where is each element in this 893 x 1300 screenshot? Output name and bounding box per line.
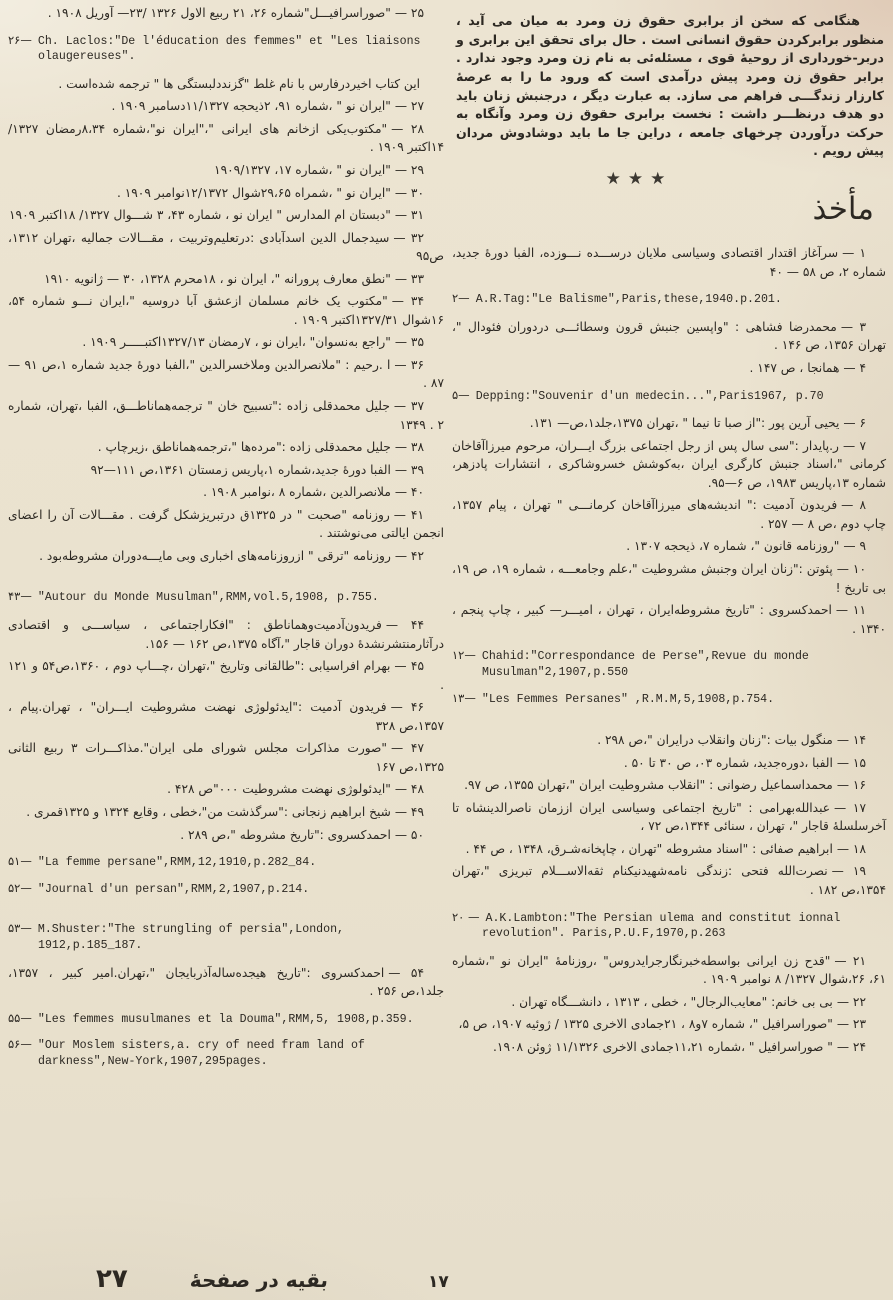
reference-text: محمداسماعیل رضوانی : "انقلاب مشروطیت ایران "،تهران ۱۳۵۵، ص ۹۷. <box>464 778 833 793</box>
reference-number: ۱۱ — <box>835 603 866 618</box>
reference-number: ۳۰ — <box>394 185 424 200</box>
reference-number: ۴۱ — <box>393 507 425 522</box>
reference-number: ۵۳— <box>8 921 32 936</box>
reference-text: "صوراسرافیـــل"شماره ۲۶، ۲۱ ربیع الاول ۱۳۲۶ /۲۳— آوریل ۱۹۰۸ . <box>47 6 391 20</box>
reference-item <box>8 4 444 23</box>
reference-text: " صوراسرافیل " ،شماره ۱۱،۲۱جمادی الاخری ۱۱/۱۳۲۶ ژوئن ۱۹۰۸. <box>493 1039 833 1054</box>
reference-number: ۳ — <box>840 319 867 334</box>
reference-item <box>452 414 886 433</box>
reference-number: ۱۵ — <box>836 755 866 770</box>
reference-item <box>8 270 444 289</box>
reference-number: ۲۸ — <box>391 121 424 136</box>
reference-text: ر.پایدار :"سی سال پس از رجل اجتماعی بزرگ ایـــران، مرحوم میرزاآقاخان کرمانی "،اسناد جنبش کارگری ایران ،به‌کوشش خسروشاکری ، انتشارات پادزهر، شماره ۱۳،پاریس ۱۹۸۳، ص ۶—۹۵. <box>452 438 886 490</box>
reference-text: "Les femmes musulmanes et la Douma",RMM,5, 1908,p.359. <box>37 1012 414 1026</box>
reference-number: ۴۹ — <box>394 804 424 819</box>
reference-item <box>8 483 444 502</box>
reference-item <box>8 698 444 735</box>
reference-item <box>452 437 886 493</box>
reference-item <box>8 1011 444 1028</box>
reference-item <box>8 184 444 203</box>
reference-item <box>8 739 444 776</box>
reference-number: ۳۸ — <box>394 440 424 455</box>
references-list-left <box>8 4 444 1070</box>
reference-number: ۴ — <box>843 361 866 376</box>
reference-number: ۴۰ — <box>394 485 424 500</box>
reference-item <box>8 854 444 871</box>
reference-number: ۱۴ — <box>836 733 866 748</box>
reference-item <box>8 780 444 799</box>
reference-item <box>8 881 444 898</box>
reference-item <box>8 826 444 845</box>
reference-item <box>8 292 444 329</box>
reference-number: ۴۲ — <box>394 548 424 563</box>
reference-number: ۵۱— <box>8 854 32 869</box>
reference-text: پئوتن :"زنان ایران وجنبش مشروطیت "،علم وجامعـــه ، شماره ۱۹، ص ۱۹، بی تاریخ ! <box>452 562 886 595</box>
reference-text: Chahid:"Correspondance de Perse",Revue du monde Musulman"2,1907,p.550 <box>481 650 809 679</box>
reference-number: ۲۱ — <box>834 953 866 968</box>
reference-text: "صوراسرافیل "، شماره ۷و۸ ، ۲۱جمادی الاخری ۱۳۲۵ / ژوئیه ۱۹۰۷، ص ۵، <box>458 1017 833 1032</box>
reference-item <box>8 120 444 157</box>
reference-text: ملانصرالدین ،شماره ۸ ،نوامبر ۱۹۰۸ . <box>203 485 391 500</box>
reference-text: شیخ ابراهیم زنجانی :"سرگذشت من"،خطی ، وقایع ۱۳۲۴ و ۱۳۲۵قمری . <box>26 804 391 819</box>
reference-number: ۳۹ — <box>394 462 424 477</box>
reference-text: Depping:"Souvenir d'un medecin...",Paris1967, p.70 <box>475 389 824 403</box>
reference-item <box>452 1015 886 1034</box>
reference-text: "راجع به‌نسوان" ،ایران نو ، ۷رمضان ۱۳۲۷/۱۳اکتبـــــر ۱۹۰۹ . <box>82 335 391 350</box>
reference-text: محمدرضا فشاهی : "واپسین جنبش قرون وسطائـــی دردوران فئودال "، تهران ۱۳۵۶، ص ۱۴۶ . <box>452 319 886 353</box>
reference-number: ۱ — <box>842 246 866 261</box>
reference-text: یحیی آرین پور :"از صبا تا نیما " ،تهران ۱۳۷۵،جلد۱،ص— ۱۳۱. <box>529 416 840 431</box>
reference-text: "قدح زن ایرانی بواسطه‌خبرنگارجرایدروس" ،روزنامهٔ "ایران نو "،شماره ۶۱، ۲۶،شوال ۱۳۲۷/ ۸ نوامبر ۱۹۰۹ . <box>452 953 886 987</box>
reference-item <box>8 229 444 266</box>
reference-item <box>452 1038 886 1057</box>
reference-number: ۹ — <box>843 539 866 554</box>
reference-number: ۷ — <box>842 438 867 453</box>
reference-item <box>452 291 886 308</box>
continuation-note <box>96 1264 328 1294</box>
reference-number: ۱۳— <box>452 690 476 705</box>
reference-text: الفبا ،دوره‌جدید، شماره ۰۳، ص ۳۰ تا ۵۰ . <box>623 755 833 770</box>
references-list-right <box>452 244 886 1056</box>
reference-item <box>452 648 886 680</box>
references-heading: مأخذ <box>812 191 874 227</box>
reference-number: ۶ — <box>843 416 866 431</box>
reference-item <box>452 244 886 281</box>
reference-item <box>452 799 886 836</box>
reference-text: "Autour du Monde Musulman",RMM,vol.5,1908, p.755. <box>37 591 379 605</box>
reference-item <box>452 496 886 533</box>
reference-text: A.K.Lambton:"The Persian ulema and constitut ionnal revolution". Paris,P.U.F,1970,p.263 <box>482 911 841 941</box>
reference-number: ۲۲ — <box>836 994 866 1009</box>
reference-text: بی بی خانم: "معایب‌الرجال" ، خطی ، ۱۳۱۳ ، دانشـــگاه تهران . <box>511 994 833 1009</box>
reference-number: ۱۰ — <box>836 562 866 577</box>
reference-number: ۴۳— <box>8 589 32 604</box>
reference-item <box>8 75 444 94</box>
reference-item <box>8 589 444 606</box>
reference-text: همانجا ، ص ۱۴۷ . <box>749 361 840 376</box>
reference-text: روزنامه "صحبت " در ۱۳۲۵ق درتبریزشکل گرفت . مقـــالات آن را اعضای انجمن ایالتی می‌نوشتند . <box>8 507 444 541</box>
reference-number: ۲۳ — <box>836 1017 866 1032</box>
reference-number: ۳۳ — <box>394 271 424 286</box>
reference-number: ۲۰ — <box>452 909 480 924</box>
intro-paragraph: هنگامی که سخن از برابری حقوق زن ومرد به میان می آید ، منظور برابرکردن حقوق انسانی است . حال برای تحقق این برابری و دربر-خورداری از روحیهٔ قوی ، مسئله‌ئی به نام زن ومرد وجود ندارد . برابر حقوق زن ومرد پیش درآمدی است که ورود ما را به عرصهٔ کارزار زندگـــی فراهم می سازد. به عبارت دیگر ، درجنبش زنان باید دو هدف درنظـــر داشت : نخست برابری حقوق زن ومرد وآنگاه به حرکت درآوردن چرخهای جامعه ، دراین جا ما باید دوشادوش مردان پیش رویم . <box>456 13 884 159</box>
reference-number: ۵۰ — <box>394 827 424 842</box>
reference-text: سیدجمال الدین اسدآبادی :درتعلیم‌وتربیت ، مقـــالات جمالیه ،تهران ۱۳۱۲، ص۹۵ <box>8 230 444 264</box>
reference-item <box>8 657 444 694</box>
reference-item <box>452 691 886 708</box>
reference-item <box>8 206 444 225</box>
reference-text: احمدکسروی :"تاریخ مشروطه "،ص ۲۸۹ . <box>180 827 391 842</box>
reference-text: جلیل محمدقلی زاده :"تسبیح خان " ترجمه‌هماناطـــق، الفبا ،تهران، شماره ۲ . ۱۳۴۹ <box>8 399 444 432</box>
reference-number: ۲۶— <box>8 32 32 47</box>
reference-item <box>452 776 886 795</box>
reference-number: ۴۴ — <box>385 618 425 633</box>
reference-item <box>452 318 886 355</box>
reference-text: جلیل محمدقلی زاده :"مرده‌ها "،ترجمه‌هماناطق ،زیرچاپ . <box>97 440 391 455</box>
reference-number: ۴۶ — <box>390 700 424 715</box>
reference-item <box>8 356 444 393</box>
reference-item <box>452 862 886 899</box>
reference-item <box>8 547 444 566</box>
reference-number: ۲۵ — <box>394 6 424 20</box>
reference-text: نصرت‌الله فتحی :زندگی نامه‌شهیدنیکنام ثقه‌الاســـلام تبریزی "،تهران ۱۳۵۴،ص ۱۸۲ . <box>452 864 886 897</box>
reference-item <box>452 840 886 859</box>
reference-number: ۳۶ — <box>394 357 425 372</box>
reference-text: "مکتوب‌یکی ازخانم های ایرانی "،"ایران نو"،شماره ۸،۳۴رمضان ۱۳۲۷/ ۱۴اکتبر ۱۹۰۹ . <box>8 121 444 155</box>
reference-text: ابراهیم صفائی : "اسناد مشروطه "تهران ، چاپخانه‌شـرق، ۱۳۴۸ ، ص ۴۴ . <box>465 841 833 856</box>
reference-item <box>452 388 886 405</box>
reference-text: "ایران نو " ،شماره ۱۷، ۱۹۰۹/۱۳۲۷ <box>214 163 391 178</box>
reference-item <box>452 537 886 556</box>
reference-text: فریدون‌آدمیت‌وهماناطق : "افکاراجتماعی ، سیاســـی و اقتصادی درآثارمنتشرنشدهٔ دوران قاجار "،آگاه ۱۳۷۵،ص ۱۶۲ — ۱۵۶. <box>8 618 444 651</box>
reference-number: ۲۷ — <box>394 99 424 114</box>
reference-number: ۸ — <box>841 498 867 513</box>
reference-item <box>452 601 886 638</box>
reference-text: ا .رحیم : "ملانصرالدین وملاخسرالدین "،الفبا دورهٔ جدید شماره ۱،ص ۹۱ — ۸۷ . <box>8 357 444 391</box>
reference-text: Ch. Laclos:"De l'éducation des femmes" et "Les liaisons olaugereuses". <box>37 34 421 64</box>
reference-item <box>8 461 444 480</box>
reference-number: ۴۷ — <box>390 741 425 756</box>
reference-text: M.Shuster:"The strungling of persia",London, 1912,p.185_187. <box>37 923 344 952</box>
reference-number: ۵۶— <box>8 1037 32 1052</box>
reference-text: فریدون آدمیت :"ایدئولوژی نهضت مشروطیت ایـــران" ، تهران.پیام ، ۱۳۵۷،ص ۳۲۸ <box>8 700 444 733</box>
reference-number: ۳۵ — <box>394 335 424 350</box>
reference-text: "Our Moslem sisters,a. cry of need fram land of darkness",New-York,1907,295pages. <box>37 1039 365 1068</box>
reference-text: "La femme persane",RMM,12,1910,p.282_84. <box>37 856 317 870</box>
reference-number: ۵۲— <box>8 880 32 895</box>
reference-number: ۲— <box>452 291 470 306</box>
reference-item <box>8 97 444 116</box>
reference-item <box>452 560 886 597</box>
reference-text: این کتاب اخیردرفارس با نام غلط "گزنددلبستگی ها " ترجمه شده‌است . <box>58 76 420 91</box>
reference-number: ۳۱ — <box>394 208 424 223</box>
reference-text: "Les Femmes Persanes" ,R.M.M,5,1908,p.754. <box>481 692 775 706</box>
reference-item <box>8 161 444 180</box>
reference-item <box>452 910 886 942</box>
left-column <box>8 0 444 1080</box>
reference-number: ۵۴ — <box>388 965 424 980</box>
reference-number: ۳۲ — <box>393 230 424 245</box>
reference-text: روزنامه "ترقی " ازروزنامه‌های اخباری وبی مایـــه‌دوران مشروطه‌بود . <box>39 548 391 563</box>
reference-text: عبدالله‌بهرامی : "تاریخ اجتماعی وسیاسی ایران اززمان ناصرالدینشاه تا آخرسلسلهٔ قاجار "، تهران ، سنائی ۱۳۴۴،ص ۷۲ ، <box>452 800 886 834</box>
reference-text: منگول بیات :"زنان وانقلاب درایران "،ص ۲۹۸ . <box>597 733 833 748</box>
reference-text: A.R.Tag:"Le Balisme",Paris,these,1940.p.201. <box>475 293 782 307</box>
reference-item <box>452 731 886 750</box>
reference-text: "ایدئولوژی نهضت مشروطیت ۰۰۰"ص ۴۲۸ . <box>167 782 391 797</box>
reference-text: احمدکسروی : "تاریخ مشروطه‌ایران ، تهران ، امیـــر— کبیر ، چاپ پنجم ، ۱۳۴۰ . <box>452 603 886 636</box>
reference-text: سرآغاز اقتدار اقتصادی وسیاسی ملایان درســـده نـــوزده، الفبا دورهٔ جدید، شماره ۲، ص ۵۸ — ۴۰ <box>452 246 886 279</box>
reference-number: ۱۲— <box>452 648 476 663</box>
reference-item <box>8 397 444 434</box>
reference-text: "صورت مذاکرات مجلس شورای ملی ایران".مذاکـــرات ۳ ربیع الثانی ۱۳۲۵،ص ۱۶۷ <box>8 741 444 774</box>
reference-text: "دبستان ام المدارس " ایران نو ، شماره ۴۳، ۳ شـــوال ۱۳۲۷/ ۱۸اکتبر ۱۹۰۹ <box>8 208 391 223</box>
reference-item <box>8 803 444 822</box>
reference-text: "ایران نو " ،شماره ۹۱، ۲ذیحجه ۱۱/۱۳۲۷دسامبر ۱۹۰۹ . <box>111 99 391 114</box>
reference-number: ۵— <box>452 387 470 402</box>
reference-item <box>452 952 886 989</box>
reference-item <box>8 616 444 653</box>
continuation-page-number: ۲۷ <box>96 1264 128 1294</box>
reference-item <box>8 33 444 65</box>
reference-number: ۲۹ — <box>394 163 424 178</box>
reference-number: ۳۷ — <box>393 399 424 414</box>
reference-item <box>8 1037 444 1069</box>
section-divider-stars: ★★★ <box>605 169 673 189</box>
reference-number: ۱۸ — <box>836 841 866 856</box>
continuation-note-text: بقیه در صفحهٔ <box>188 1268 329 1292</box>
reference-item <box>8 506 444 543</box>
reference-item <box>8 333 444 352</box>
reference-item <box>8 964 444 1001</box>
reference-number: ۵۵— <box>8 1010 32 1025</box>
page-number: ۱۷ <box>428 1272 449 1292</box>
reference-item <box>452 993 886 1012</box>
reference-number: ۲۴ — <box>836 1039 866 1054</box>
reference-number: ۴۸ — <box>394 782 424 797</box>
reference-item <box>8 921 444 953</box>
reference-number: ۴۵ — <box>394 659 425 674</box>
reference-number: ۱۹ — <box>831 864 867 879</box>
reference-number: ۳۴ — <box>391 294 424 309</box>
reference-text: احمدکسروی :"تاریخ هیجده‌ساله‌آذربایجان "،تهران.امیر کبیر ، ۱۳۵۷، جلد۱،ص ۲۵۶ . <box>8 965 444 999</box>
reference-item <box>452 754 886 773</box>
reference-text: "نطق معارف پرورانه "، ایران نو ، ۱۸محرم ۱۳۲۸، ۳۰ — ژانویه ۱۹۱۰ <box>44 271 391 286</box>
reference-item <box>452 359 886 378</box>
reference-text: "مکتوب یک خانم مسلمان ازعشق آبا دروسیه "،ایران نـــو شماره ۵۴، ۱۶شوال ۱۳۲۷/۳۱اکتبر ۱۹۰۹ . <box>8 294 444 327</box>
reference-number: ۱۶ — <box>836 778 866 793</box>
reference-item <box>8 438 444 457</box>
reference-text: "روزنامه قانون "، شماره ۷، ذیحجه ۱۳۰۷ . <box>626 539 840 554</box>
reference-number: ۱۷ — <box>834 800 866 815</box>
reference-text: "Journal d'un persan",RMM,2,1907,p.214. <box>37 882 310 896</box>
reference-text: الفبا دورهٔ جدید،شماره ۱،پاریس زمستان ۱۳۶۱،ص ۱۱۱—۹۲ <box>90 462 391 477</box>
reference-text: بهرام افراسیابی :"طالقانی وتاریخ "،تهران ،چـــاپ دوم ، ۱۳۶۰،ص۵۴ و ۱۲۱ . <box>8 659 444 692</box>
reference-text: فریدون آدمیت :" اندیشه‌های میرزاآقاخان کرمانـــی " تهران ، پیام ۱۳۵۷، چاپ دوم ،ص ۸ — ۲۵۷ . <box>452 498 886 531</box>
right-column <box>452 0 886 1061</box>
reference-text: "ایران نو " ،شمراه ۲۹،۶۵شوال ۱۲/۱۳۷۲نوامبر ۱۹۰۹ . <box>116 185 391 200</box>
